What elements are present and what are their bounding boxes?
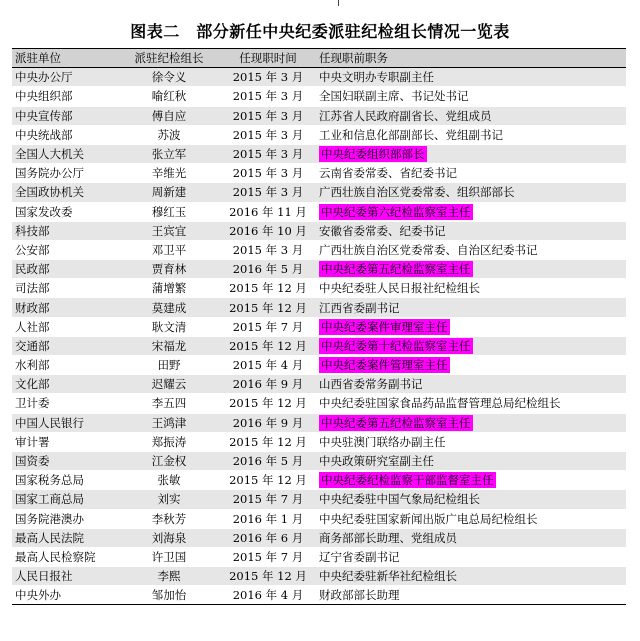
cell-time: 2015 年 7 月	[232, 492, 304, 507]
cell-unit: 财政部	[15, 300, 50, 315]
cell-time: 2015 年 12 月	[229, 396, 307, 411]
cell-time: 2016 年 10 月	[229, 223, 307, 238]
cell-name: 刘实	[157, 492, 181, 507]
cell-previous-post: 中央驻澳门联络办副主任	[319, 434, 446, 449]
table-row	[12, 413, 626, 432]
cell-name: 周新建	[151, 185, 187, 200]
cell-time: 2015 年 3 月	[232, 89, 304, 104]
cell-time: 2015 年 12 月	[229, 569, 307, 584]
cell-time: 2016 年 4 月	[232, 588, 304, 603]
page-title: 图表二 部分新任中央纪委派驻纪检组长情况一览表	[130, 22, 510, 41]
cell-previous-post	[316, 356, 626, 375]
cell-unit: 人社部	[15, 319, 50, 334]
cell-previous-post: 财政部部长助理	[319, 588, 400, 603]
cell-time: 2016 年 5 月	[232, 454, 304, 469]
cell-time: 2015 年 4 月	[232, 358, 304, 373]
cell-name: 田野	[157, 358, 181, 373]
table-row	[12, 202, 626, 221]
cell-time: 2015 年 3 月	[232, 147, 304, 162]
cell-time: 2016 年 6 月	[232, 530, 304, 545]
cell-time: 2015 年 3 月	[232, 185, 304, 200]
cell-time: 2015 年 12 月	[229, 473, 307, 488]
cell-unit: 交通部	[15, 338, 50, 353]
cell-previous-post: 广西壮族自治区党委常委、组织部部长	[319, 185, 515, 200]
highlighted-previous-post: 中央纪委第十纪检监察室主任	[321, 338, 471, 353]
cell-unit: 国资委	[15, 454, 50, 469]
cell-time: 2015 年 12 月	[229, 300, 307, 315]
cell-previous-post: 中央纪委驻国家食品药品监督管理总局纪检组长	[319, 396, 561, 411]
cell-name: 王鸿津	[151, 415, 187, 430]
cell-name: 宋福龙	[151, 338, 187, 353]
cell-unit: 中国人民银行	[15, 415, 84, 430]
table-row	[12, 375, 626, 394]
highlighted-previous-post: 中央纪委纪检监察干部监督室主任	[321, 473, 494, 488]
cell-unit: 国家工商总局	[15, 492, 84, 507]
cell-previous-post: 广西壮族自治区党委常委、自治区纪委书记	[319, 242, 538, 257]
table-row	[12, 432, 626, 451]
table-row	[12, 317, 626, 336]
cell-unit: 国家发改委	[15, 204, 73, 219]
table-header-row	[12, 49, 626, 68]
cell-name: 张敏	[157, 473, 181, 488]
cell-previous-post: 江苏省人民政府副省长、党组成员	[319, 108, 492, 123]
highlighted-previous-post: 中央纪委第六纪检监察室主任	[321, 204, 471, 219]
table-row	[12, 547, 626, 566]
cell-unit: 国务院港澳办	[15, 511, 84, 526]
column-header-time: 任现职时间	[239, 51, 297, 66]
cell-time: 2015 年 12 月	[229, 281, 307, 296]
cell-time: 2016 年 11 月	[229, 204, 307, 219]
cell-previous-post	[316, 471, 626, 490]
cell-previous-post: 中央文明办专职副主任	[319, 70, 434, 85]
cell-unit: 水利部	[15, 358, 50, 373]
cell-unit: 人民日报社	[15, 569, 73, 584]
cell-previous-post: 中央纪委驻国家新闻出版广电总局纪检组长	[319, 511, 538, 526]
table-row	[12, 567, 626, 586]
cell-previous-post	[316, 413, 626, 432]
table-row	[12, 451, 626, 470]
cell-name: 李秋芳	[151, 511, 187, 526]
cell-name: 苏波	[157, 127, 181, 142]
table-row	[12, 279, 626, 298]
cell-unit: 公安部	[15, 242, 50, 257]
cell-unit: 司法部	[15, 281, 50, 296]
table-row	[12, 183, 626, 202]
cell-time: 2015 年 7 月	[232, 549, 304, 564]
highlighted-previous-post: 中央纪委案件审理室主任	[321, 319, 448, 334]
cell-time: 2015 年 3 月	[232, 127, 304, 142]
cell-unit: 中央统战部	[15, 127, 73, 142]
cell-name: 李熙	[157, 569, 181, 584]
cell-unit: 最高人民法院	[15, 530, 84, 545]
cell-unit: 文化部	[15, 377, 50, 392]
cell-name: 徐令义	[151, 70, 187, 85]
table-row	[12, 509, 626, 528]
cell-name: 李五四	[151, 396, 187, 411]
cell-previous-post	[316, 202, 626, 221]
cell-time: 2016 年 9 月	[232, 377, 304, 392]
cell-previous-post: 中央纪委驻人民日报社纪检组长	[319, 281, 480, 296]
cell-previous-post: 全国妇联副主席、书记处书记	[319, 89, 469, 104]
table-row	[12, 586, 626, 605]
cell-time: 2015 年 12 月	[229, 434, 307, 449]
table-row	[12, 164, 626, 183]
cell-name: 莫建成	[151, 300, 187, 315]
table-row	[12, 298, 626, 317]
table-row	[12, 144, 626, 163]
cell-unit: 卫计委	[15, 396, 50, 411]
highlighted-previous-post: 中央纪委案件管理室主任	[321, 358, 448, 373]
cell-previous-post: 中央政策研究室副主任	[319, 454, 434, 469]
cell-previous-post: 山西省委常务副书记	[319, 377, 423, 392]
table-row	[12, 336, 626, 355]
cell-previous-post	[316, 336, 626, 355]
cell-unit: 中央组织部	[15, 89, 73, 104]
cell-name: 张立军	[151, 147, 187, 162]
cell-time: 2015 年 3 月	[232, 70, 304, 85]
cell-unit: 中央宣传部	[15, 108, 73, 123]
cell-previous-post	[316, 144, 626, 163]
cell-previous-post: 安徽省委常委、纪委书记	[319, 223, 446, 238]
table-row	[12, 87, 626, 106]
cell-unit: 中央外办	[15, 588, 61, 603]
table-row	[12, 68, 626, 87]
cell-name: 许卫国	[151, 549, 187, 564]
column-header-unit: 派驻单位	[15, 51, 61, 66]
cell-unit: 最高人民检察院	[15, 549, 96, 564]
cell-name: 刘海泉	[151, 530, 187, 545]
table-row	[12, 221, 626, 240]
cell-unit: 国家税务总局	[15, 473, 84, 488]
top-divider	[338, 0, 339, 6]
cell-name: 邹加怡	[151, 588, 187, 603]
cell-time: 2015 年 3 月	[232, 166, 304, 181]
cell-name: 郑振涛	[151, 434, 187, 449]
cell-previous-post: 中央纪委驻新华社纪检组长	[319, 569, 457, 584]
cell-time: 2016 年 1 月	[232, 511, 304, 526]
cell-previous-post: 辽宁省委副书记	[319, 549, 400, 564]
cell-previous-post: 江西省委副书记	[319, 300, 400, 315]
cell-previous-post	[316, 260, 626, 279]
cell-time: 2016 年 9 月	[232, 415, 304, 430]
table-row	[12, 106, 626, 125]
table-row	[12, 490, 626, 509]
cell-time: 2015 年 12 月	[229, 338, 307, 353]
cell-name: 辛维光	[151, 166, 187, 181]
table-row	[12, 356, 626, 375]
table-row	[12, 125, 626, 144]
cell-unit: 全国人大机关	[15, 147, 84, 162]
cell-previous-post: 商务部部长助理、党组成员	[319, 530, 457, 545]
column-header-previous-post: 任现职前职务	[319, 51, 388, 66]
table-row	[12, 240, 626, 259]
table-row	[12, 471, 626, 490]
cell-name: 贾育林	[151, 262, 187, 277]
cell-unit: 科技部	[15, 223, 50, 238]
cell-unit: 民政部	[15, 262, 50, 277]
cell-name: 王宾宜	[151, 223, 187, 238]
cell-name: 迟耀云	[151, 377, 187, 392]
cell-previous-post: 云南省委常委、省纪委书记	[319, 166, 457, 181]
cell-name: 穆红玉	[151, 204, 187, 219]
highlighted-previous-post: 中央纪委第五纪检监察室主任	[321, 262, 471, 277]
cell-name: 江金权	[151, 454, 187, 469]
cell-time: 2015 年 7 月	[232, 319, 304, 334]
cell-name: 耿文清	[151, 319, 187, 334]
cell-name: 傅自应	[151, 108, 187, 123]
cell-name: 喻红秋	[151, 89, 187, 104]
cell-unit: 中央办公厅	[15, 70, 73, 85]
cell-name: 蒲增繁	[151, 281, 187, 296]
table-row	[12, 528, 626, 547]
highlighted-previous-post: 中央纪委组织部部长	[321, 147, 425, 162]
table-row	[12, 394, 626, 413]
cell-time: 2015 年 3 月	[232, 242, 304, 257]
appointments-table	[12, 48, 626, 605]
highlighted-previous-post: 中央纪委第五纪检监察室主任	[321, 415, 471, 430]
cell-previous-post: 中央纪委驻中国气象局纪检组长	[319, 492, 480, 507]
cell-previous-post	[316, 317, 626, 336]
cell-unit: 全国政协机关	[15, 185, 84, 200]
table-row	[12, 260, 626, 279]
cell-time: 2015 年 3 月	[232, 108, 304, 123]
cell-unit: 审计署	[15, 434, 50, 449]
cell-unit: 国务院办公厅	[15, 166, 84, 181]
cell-name: 邓卫平	[151, 242, 187, 257]
cell-time: 2016 年 5 月	[232, 262, 304, 277]
cell-previous-post: 工业和信息化部副部长、党组副书记	[319, 127, 503, 142]
column-header-name: 派驻纪检组长	[134, 51, 204, 66]
